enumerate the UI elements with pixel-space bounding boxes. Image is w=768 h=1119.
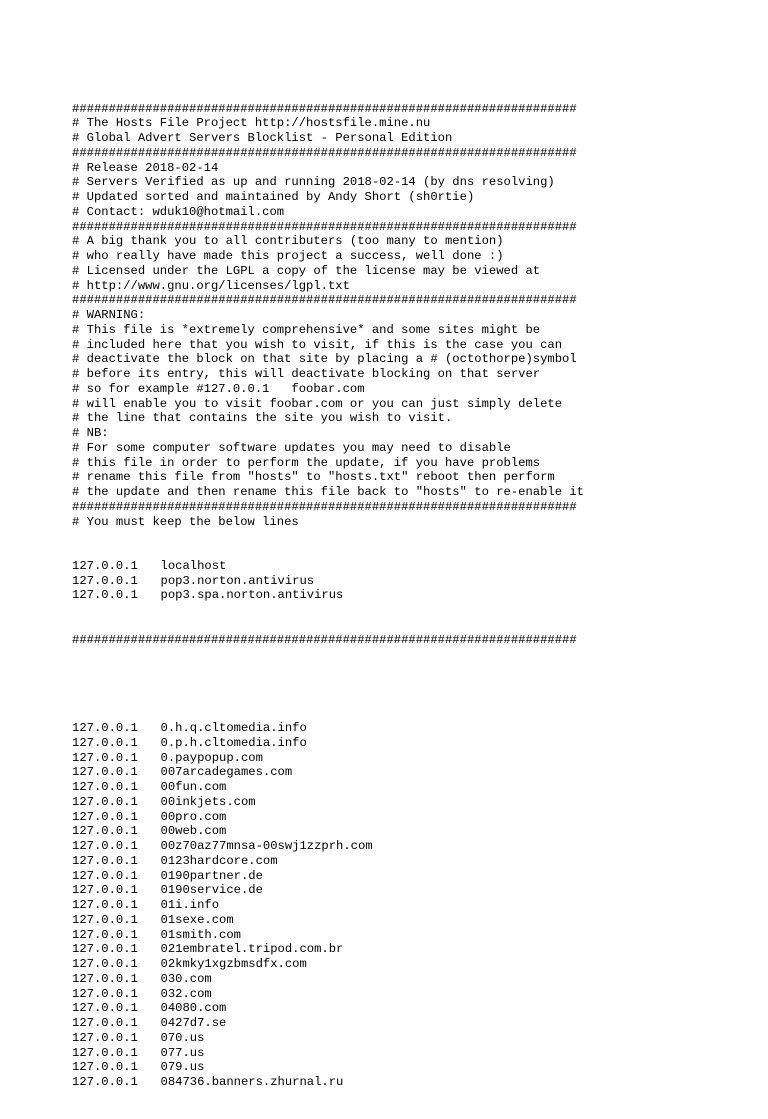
header-comment-block — [72, 102, 768, 530]
header-line: # the line that contains the site you wish to visit. — [72, 411, 453, 426]
ip-address: 127.0.0.1 — [72, 765, 138, 780]
ip-address: 127.0.0.1 — [72, 839, 138, 853]
header-line: # Servers Verified as up and running 2018-02-14 (by dns resolving) — [72, 175, 555, 190]
header-line: # Global Advert Servers Blocklist - Personal Edition — [72, 131, 453, 145]
header-line: ##################################################################### — [72, 219, 577, 234]
header-line: # Updated sorted and maintained by Andy Short (sh0rtie) — [72, 190, 475, 204]
hosts-entry-row — [72, 869, 768, 884]
blocklist-entries — [72, 721, 768, 1090]
hostname: 030.com — [160, 971, 212, 986]
hostname: 00z70az77mnsa-00swj1zzprh.com — [160, 839, 373, 853]
hosts-file-text — [72, 72, 768, 1119]
header-line: # The Hosts File Project http://hostsfile.mine.nu — [72, 116, 431, 131]
hosts-entry-row — [72, 721, 768, 736]
ip-address: 127.0.0.1 — [72, 809, 138, 824]
ip-address: 127.0.0.1 — [72, 942, 138, 957]
hostname: 00web.com — [160, 824, 227, 839]
hostname: 0.p.h.cltomedia.info — [160, 735, 307, 750]
separator-line: ##################################################################### — [72, 632, 577, 647]
hostname: 0190partner.de — [160, 868, 263, 883]
hostname: 00pro.com — [160, 809, 227, 824]
header-line: # WARNING: — [72, 308, 146, 322]
ip-address: 127.0.0.1 — [72, 1075, 138, 1089]
hostname: 0427d7.se — [160, 1016, 227, 1030]
hosts-entry-row — [72, 972, 768, 987]
ip-address: 127.0.0.1 — [72, 824, 138, 839]
hostname: pop3.spa.norton.antivirus — [160, 588, 344, 603]
required-entries-block — [72, 559, 768, 603]
ip-address: 127.0.0.1 — [72, 794, 138, 809]
hostname: 02kmky1xgzbmsdfx.com — [160, 957, 307, 971]
hosts-entry-row — [72, 928, 768, 943]
ip-address: 127.0.0.1 — [72, 898, 138, 912]
ip-address: 127.0.0.1 — [72, 573, 138, 588]
header-line: # A big thank you to all contributers (too many to mention) — [72, 234, 504, 249]
hostname: 01smith.com — [160, 927, 241, 942]
ip-address: 127.0.0.1 — [72, 1001, 138, 1016]
header-line: # the update and then rename this file back to "hosts" to re-enable it — [72, 485, 584, 499]
ip-address: 127.0.0.1 — [72, 986, 138, 1001]
header-line: # so for example #127.0.0.1 foobar.com — [72, 381, 365, 396]
hostname: 01sexe.com — [160, 912, 234, 927]
keep-entry-row — [72, 559, 768, 574]
hosts-entry-row — [72, 1046, 768, 1061]
ip-address: 127.0.0.1 — [72, 1016, 138, 1030]
hostname: 01i.info — [160, 898, 220, 912]
hosts-entry-row — [72, 942, 768, 957]
header-line: ##################################################################### — [72, 499, 577, 514]
header-line: # before its entry, this will deactivate blocking on that server — [72, 367, 541, 381]
header-line: # included here that you wish to visit, if this is the case you can — [72, 337, 563, 352]
hosts-entry-row — [72, 1001, 768, 1016]
header-line: # You must keep the below lines — [72, 514, 299, 529]
header-line: ##################################################################### — [72, 145, 577, 160]
ip-address: 127.0.0.1 — [72, 927, 138, 942]
hostname: 077.us — [160, 1045, 205, 1060]
header-line: # Contact: wduk10@hotmail.com — [72, 204, 285, 219]
blank-line — [72, 677, 768, 692]
header-line: # who really have made this project a success, well done :) — [72, 249, 504, 263]
hosts-entry-row — [72, 1075, 768, 1090]
ip-address: 127.0.0.1 — [72, 588, 138, 603]
ip-address: 127.0.0.1 — [72, 721, 138, 735]
hosts-entry-row — [72, 913, 768, 928]
hosts-entry-row — [72, 1060, 768, 1075]
header-line: # rename this file from "hosts" to "hosts.txt" reboot then perform — [72, 470, 555, 485]
hosts-entry-row — [72, 751, 768, 766]
hosts-entry-row — [72, 765, 768, 780]
ip-address: 127.0.0.1 — [72, 868, 138, 883]
hostname: 079.us — [160, 1060, 205, 1075]
ip-address: 127.0.0.1 — [72, 883, 138, 898]
header-line: # deactivate the block on that site by placing a # (octothorpe)symbol — [72, 352, 577, 367]
hostname: 04080.com — [160, 1001, 227, 1016]
ip-address: 127.0.0.1 — [72, 853, 138, 868]
hostname: 070.us — [160, 1030, 205, 1045]
header-line: # this file in order to perform the update, if you have problems — [72, 455, 541, 470]
header-line: # Release 2018-02-14 — [72, 160, 219, 175]
hostname: 00inkjets.com — [160, 794, 256, 809]
header-line: # will enable you to visit foobar.com or you can just simply delete — [72, 396, 563, 411]
ip-address: 127.0.0.1 — [72, 780, 138, 794]
header-line: # For some computer software updates you may need to disable — [72, 440, 511, 455]
hosts-entry-row — [72, 854, 768, 869]
hostname: 007arcadegames.com — [160, 765, 293, 780]
hosts-entry-row — [72, 883, 768, 898]
hostname: pop3.norton.antivirus — [160, 573, 315, 588]
hostname: 084736.banners.zhurnal.ru — [160, 1075, 344, 1089]
keep-entry-row — [72, 588, 768, 603]
ip-address: 127.0.0.1 — [72, 735, 138, 750]
hostname: 0190service.de — [160, 883, 263, 898]
hosts-entry-row — [72, 810, 768, 825]
hostname: localhost — [160, 558, 227, 573]
ip-address: 127.0.0.1 — [72, 750, 138, 765]
header-line: ##################################################################### — [72, 293, 577, 308]
hosts-entry-row — [72, 736, 768, 751]
header-line: # Licensed under the LGPL a copy of the license may be viewed at — [72, 263, 541, 278]
header-line: # NB: — [72, 426, 109, 440]
keep-entry-row — [72, 574, 768, 589]
hostname: 0.h.q.cltomedia.info — [160, 721, 307, 735]
ip-address: 127.0.0.1 — [72, 1060, 138, 1075]
ip-address: 127.0.0.1 — [72, 1045, 138, 1060]
hostname: 0.paypopup.com — [160, 750, 263, 765]
ip-address: 127.0.0.1 — [72, 558, 138, 573]
hosts-entry-row — [72, 1016, 768, 1031]
hostname: 0123hardcore.com — [160, 853, 278, 868]
hosts-entry-row — [72, 1031, 768, 1046]
header-line: ##################################################################### — [72, 101, 577, 116]
hosts-entry-row — [72, 824, 768, 839]
ip-address: 127.0.0.1 — [72, 912, 138, 927]
ip-address: 127.0.0.1 — [72, 1030, 138, 1045]
hosts-entry-row — [72, 780, 768, 795]
hosts-entry-row — [72, 795, 768, 810]
hostname: 00fun.com — [160, 780, 227, 794]
hosts-entry-row — [72, 839, 768, 854]
hosts-entry-row — [72, 898, 768, 913]
header-line: # This file is *extremely comprehensive* and some sites might be — [72, 322, 541, 337]
ip-address: 127.0.0.1 — [72, 957, 138, 971]
ip-address: 127.0.0.1 — [72, 971, 138, 986]
hosts-entry-row — [72, 957, 768, 972]
hostname: 032.com — [160, 986, 212, 1001]
hostname: 021embratel.tripod.com.br — [160, 942, 344, 957]
hosts-entry-row — [72, 987, 768, 1002]
header-line: # http://www.gnu.org/licenses/lgpl.txt — [72, 278, 350, 293]
